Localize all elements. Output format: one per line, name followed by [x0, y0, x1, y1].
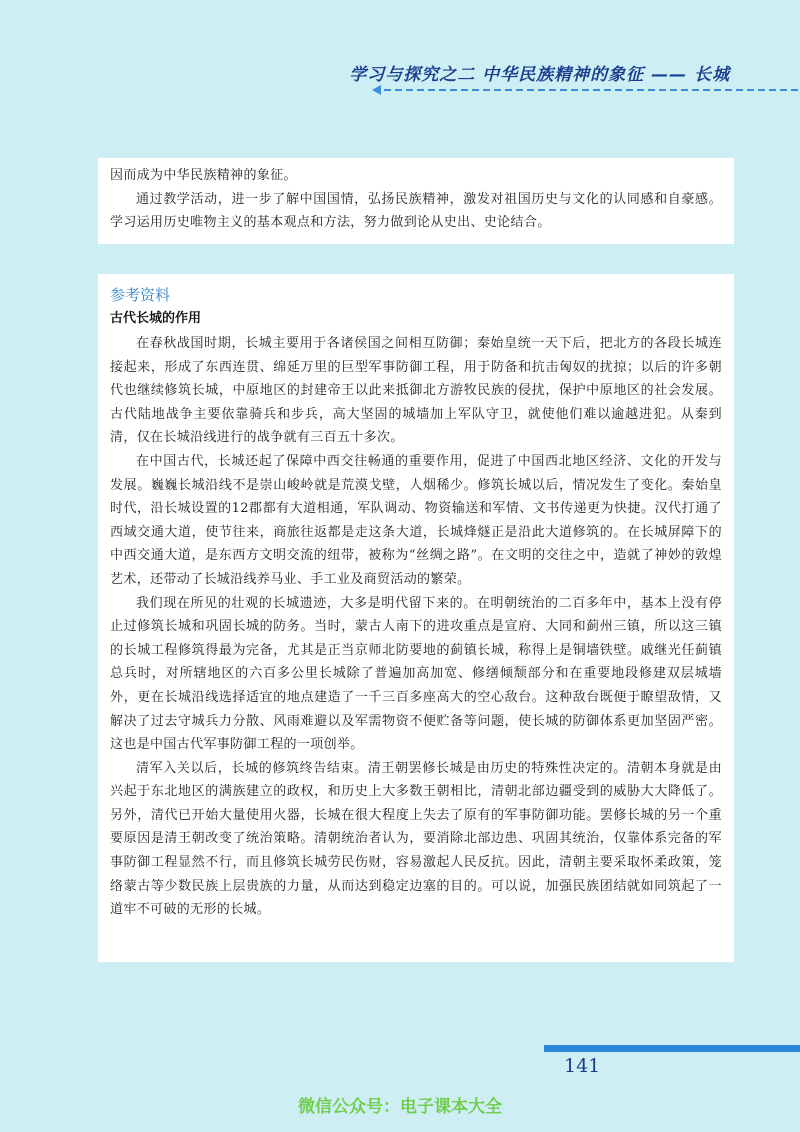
- reference-box: [98, 274, 734, 962]
- header-divider: [372, 89, 800, 92]
- arrow-left-icon: [372, 85, 381, 95]
- footer-bar: [544, 1045, 800, 1052]
- page-number: 141: [564, 1055, 601, 1077]
- reference-paragraph-4: 清军入关以后，长城的修筑终告结束。清王朝罢修长城是由历史的特殊性决定的。清朝本身就是由兴起于东北地区的满族建立的政权，和历史上大多数王朝相比，清朝北部边疆受到的威胁大大降低了。另外，清代已开始大量使用火器，长城在很大程度上失去了原有的军事防御功能。罢修长城的另一个重要原因是清王朝改变了统治策略。清朝统治者认为，要消除北部边患、巩固其统治，仅靠体系完备的军事防御工程显然不行，而且修筑长城劳民伤财，容易激起人民反抗。因此，清朝主要采取怀柔政策，笼络蒙古等少数民族上层贵族的力量，从而达到稳定边塞的目的。可以说，加强民族团结就如同筑起了一道牢不可破的无形的长城。: [110, 760, 722, 918]
- reference-paragraph-1: 在春秋战国时期，长城主要用于各诸侯国之间相互防御；秦始皇统一天下后，把北方的各段长城连接起来，形成了东西连贯、绵延万里的巨型军事防御工程，用于防备和抗击匈奴的扰掠；以后的许多朝代也继续修筑长城，中原地区的封建帝王以此来抵御北方游牧民族的侵扰，保护中原地区的社会发展。古代陆地战争主要依靠骑兵和步兵，高大坚固的城墙加上军队守卫，就使他们难以逾越进犯。从秦到清，仅在长城沿线进行的战争就有三百五十多次。: [110, 336, 722, 446]
- reference-paragraph-3: 我们现在所见的壮观的长城遗迹，大多是明代留下来的。在明朝统治的二百多年中，基本上没有停止过修筑长城和巩固长城的防务。当时，蒙古人南下的进攻重点是宣府、大同和蓟州三镇，所以这三镇的长城工程修筑得最为完备，尤其是正当京师北防要地的蓟镇长城，称得上是铜墙铁壁。戚继光任蓟镇总兵时，对所辖地区的六百多公里长城除了普遍加高加宽、修缮倾颓部分和在重要地段修建双层城墙外，更在长城沿线选择适宜的地点建造了一千三百多座高大的空心敌台。这种敌台既便于瞭望敌情，又解决了过去守城兵力分散、风雨难避以及军需物资不便贮备等问题，使长城的防御体系更加坚固严密。这也是中国古代军事防御工程的一项创举。: [110, 595, 722, 753]
- dashed-rule: [384, 89, 800, 91]
- page-header-title: 学习与探究之二 中华民族精神的象征 —— 长城: [349, 65, 730, 85]
- watermark-text: 微信公众号：电子课本大全: [298, 1097, 502, 1117]
- reference-paragraph-2: 在中国古代，长城还起了保障中西交往畅通的重要作用，促进了中国西北地区经济、文化的开发与发展。巍巍长城沿线不是崇山峻岭就是荒漠戈壁，人烟稀少。修筑长城以后，情况发生了变化。秦始皇时代，沿长城设置的12郡都有大道相通，军队调动、物资输送和军情、文书传递更为快捷。汉代打通了西域交通大道，使节往来，商旅往返都是走这条大道，长城烽燧正是沿此大道修筑的。在长城屏障下的中西交通大道，是东西方文明交流的纽带，被称为“丝绸之路”。在文明的交往之中，造就了神妙的敦煌艺术，还带动了长城沿线养马业、手工业及商贸活动的繁荣。: [110, 453, 722, 587]
- intro-paragraph-2: 通过教学活动，进一步了解中国国情，弘扬民族精神，激发对祖国历史与文化的认同感和自豪感。学习运用历史唯物主义的基本观点和方法，努力做到论从史出、史论结合。: [110, 191, 722, 231]
- intro-box: [98, 158, 734, 244]
- reference-heading: 参考资料: [110, 286, 171, 304]
- intro-paragraph-1: 因而成为中华民族精神的象征。: [110, 168, 297, 183]
- reference-subheading: 古代长城的作用: [110, 311, 202, 326]
